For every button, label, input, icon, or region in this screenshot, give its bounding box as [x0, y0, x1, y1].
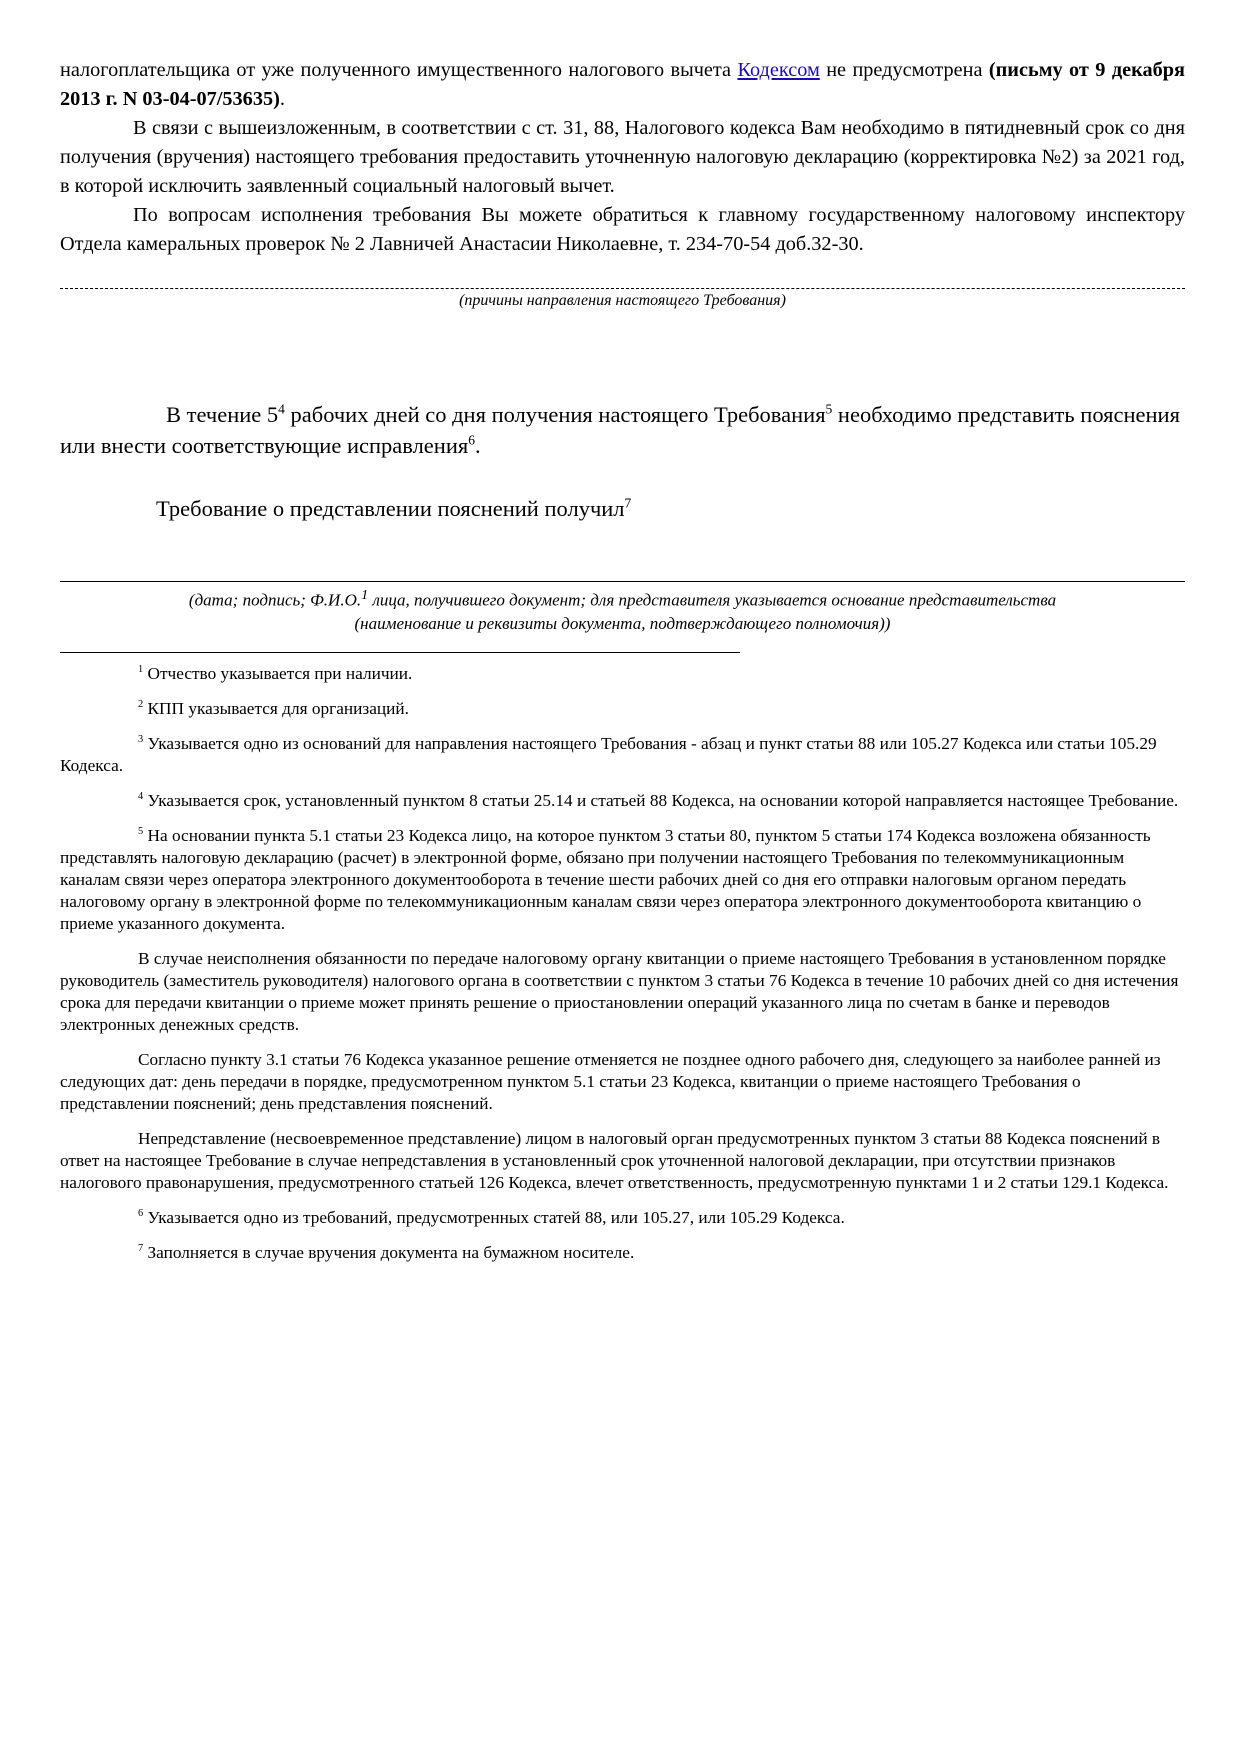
paragraph-text: По вопросам исполнения требования Вы можете обратиться к главному государственному налоговому инспектору Отдела камеральных проверок № 2 Лавничей Анастасии Николаевне, т. 234-70-54 доб.32-30. [60, 204, 1185, 255]
footnote-ref: 6 [468, 432, 475, 448]
footnote-4 [60, 790, 1185, 812]
footnote-number: 7 [138, 1242, 144, 1254]
paragraph-text: В связи с вышеизложенным, в соответствии с ст. 31, 88, Налогового кодекса Вам необходимо в пятидневный срок со дня получения (вручения) настоящего требования предоставить уточненную налоговую декларацию (корректировка №2) за 2021 год, в которой исключить заявленный социальный налоговый вычет. [60, 117, 1185, 197]
paragraph-contact [60, 201, 1185, 259]
footnote-ref: 5 [825, 401, 833, 417]
footnote-number: 1 [138, 663, 144, 675]
footnote-ref: 4 [278, 401, 285, 417]
footnote-text: КПП указывается для организаций. [143, 698, 409, 718]
received-statement [60, 493, 1185, 524]
footnote-text: Указывается одно из требований, предусмотренных статей 88, или 105.27, или 105.29 Кодекса. [143, 1207, 845, 1227]
deadline-text: В течение 5 [166, 402, 279, 427]
footnote-text: Заполняется в случае вручения документа на бумажном носителе. [143, 1242, 635, 1262]
paragraph-vychet [60, 56, 1185, 114]
deadline-text: необходимо представить пояснения или внести соответствующие исправления [60, 402, 1180, 458]
footnote-text: Согласно пункту 3.1 статьи 76 Кодекса указанное решение отменяется не позднее одного рабочего дня, следующего за наиболее ранней из следующих дат: день передачи в порядке, предусмотренном пунктом 5.1 статьи 23 Кодекса, квитанции о приеме настоящего Требования о представлении пояснений; день представления пояснений. [60, 1049, 1161, 1113]
paragraph-text: не предусмотрена [819, 59, 983, 81]
footnote-text: Указывается срок, установленный пунктом 8 статьи 25.14 и статьей 88 Кодекса, на основании которой направляется настоящее Требование. [143, 790, 1179, 810]
kodeks-link[interactable]: Кодексом [737, 59, 820, 81]
footnote-ref: 7 [624, 495, 632, 511]
footnotes [60, 663, 1185, 1264]
reason-caption: (причины направления настоящего Требования) [459, 292, 786, 309]
footnote-text: Отчество указывается при наличии. [143, 663, 413, 683]
footnote-ref: 1 [361, 587, 369, 603]
deadline-statement [60, 399, 1185, 461]
footnote-number: 5 [138, 825, 144, 837]
footnote-separator [60, 652, 740, 653]
footnote-text: Указывается одно из оснований для направления настоящего Требования - абзац и пункт статьи 88 или 105.27 Кодекса или статьи 105.29 Кодекса. [60, 733, 1157, 775]
footnote-5-continuation [60, 948, 1185, 1036]
footnote-number: 4 [138, 790, 144, 802]
caption-text: (наименование и реквизиты документа, подтверждающего полномочия)) [354, 613, 891, 633]
footnote-7 [60, 1242, 1185, 1264]
footnote-text: В случае неисполнения обязанности по передаче налоговому органу квитанции о приеме настоящего Требования в установленном порядке руководитель (заместитель руководителя) налогового органа в соответствии с пунктом 3 статьи 76 Кодекса в течение 10 рабочих дней со дня истечения срока для передачи квитанции о приеме может принять решение о приостановлении операций указанного лица по счетам в банке и переводов электронных денежных средств. [60, 948, 1179, 1034]
footnote-text: Непредставление (несвоевременное представление) лицом в налоговый орган предусмотренных пунктом 3 статьи 88 Кодекса пояснений в ответ на настоящее Требование в случае непредставления в установленный срок уточненной налоговой декларации, при отсутствии признаков налогового правонарушения, предусмотренного статьей 126 Кодекса, влечет ответственность, предусмотренную пунктами 1 и 2 статьи 129.1 Кодекса. [60, 1128, 1169, 1192]
footnote-1 [60, 663, 1185, 685]
footnote-number: 2 [138, 698, 144, 710]
caption-text: (дата; подпись; Ф.И.О. [188, 590, 362, 610]
letter-reference: (письму от 9 декабря 2013 г. N 03-04-07/53635) [60, 59, 1185, 110]
received-text: Требование о представлении пояснений получил [156, 496, 625, 521]
footnote-2 [60, 698, 1185, 720]
caption-text: лица, получившего документ; для представителя указывается основание представительства [368, 590, 1057, 610]
dashed-divider [60, 288, 1185, 289]
footnote-5-continuation [60, 1128, 1185, 1194]
paragraph-text: налогоплательщика от уже полученного имущественного налогового вычета [60, 59, 738, 81]
footnote-text: На основании пункта 5.1 статьи 23 Кодекса лицо, на которое пунктом 3 статьи 80, пунктом 5 статьи 174 Кодекса возложена обязанность представлять налоговую декларацию (расчет) в электронной форме, обязано при получении настоящего Требования по телекоммуникационным каналам связи через оператора электронного документооборота в течение шести рабочих дней со дня его отправки налоговым органом передать налоговому органу в электронной форме по телекоммуникационным каналам связи через оператора электронного документооборота квитанцию о приеме указанного документа. [60, 825, 1151, 933]
footnote-3 [60, 733, 1185, 777]
footnote-number: 6 [138, 1207, 144, 1219]
footnote-5 [60, 825, 1185, 935]
footnote-5-continuation [60, 1049, 1185, 1115]
paragraph-text: . [279, 88, 285, 110]
footnote-6 [60, 1207, 1185, 1229]
footnote-number: 3 [138, 733, 144, 745]
signature-line [60, 581, 1185, 582]
paragraph-requirement [60, 114, 1185, 201]
document-page [60, 56, 1185, 1264]
signature-caption [60, 584, 1185, 635]
deadline-text: рабочих дней со дня получения настоящего Требования [284, 402, 826, 427]
deadline-text: . [474, 433, 481, 458]
